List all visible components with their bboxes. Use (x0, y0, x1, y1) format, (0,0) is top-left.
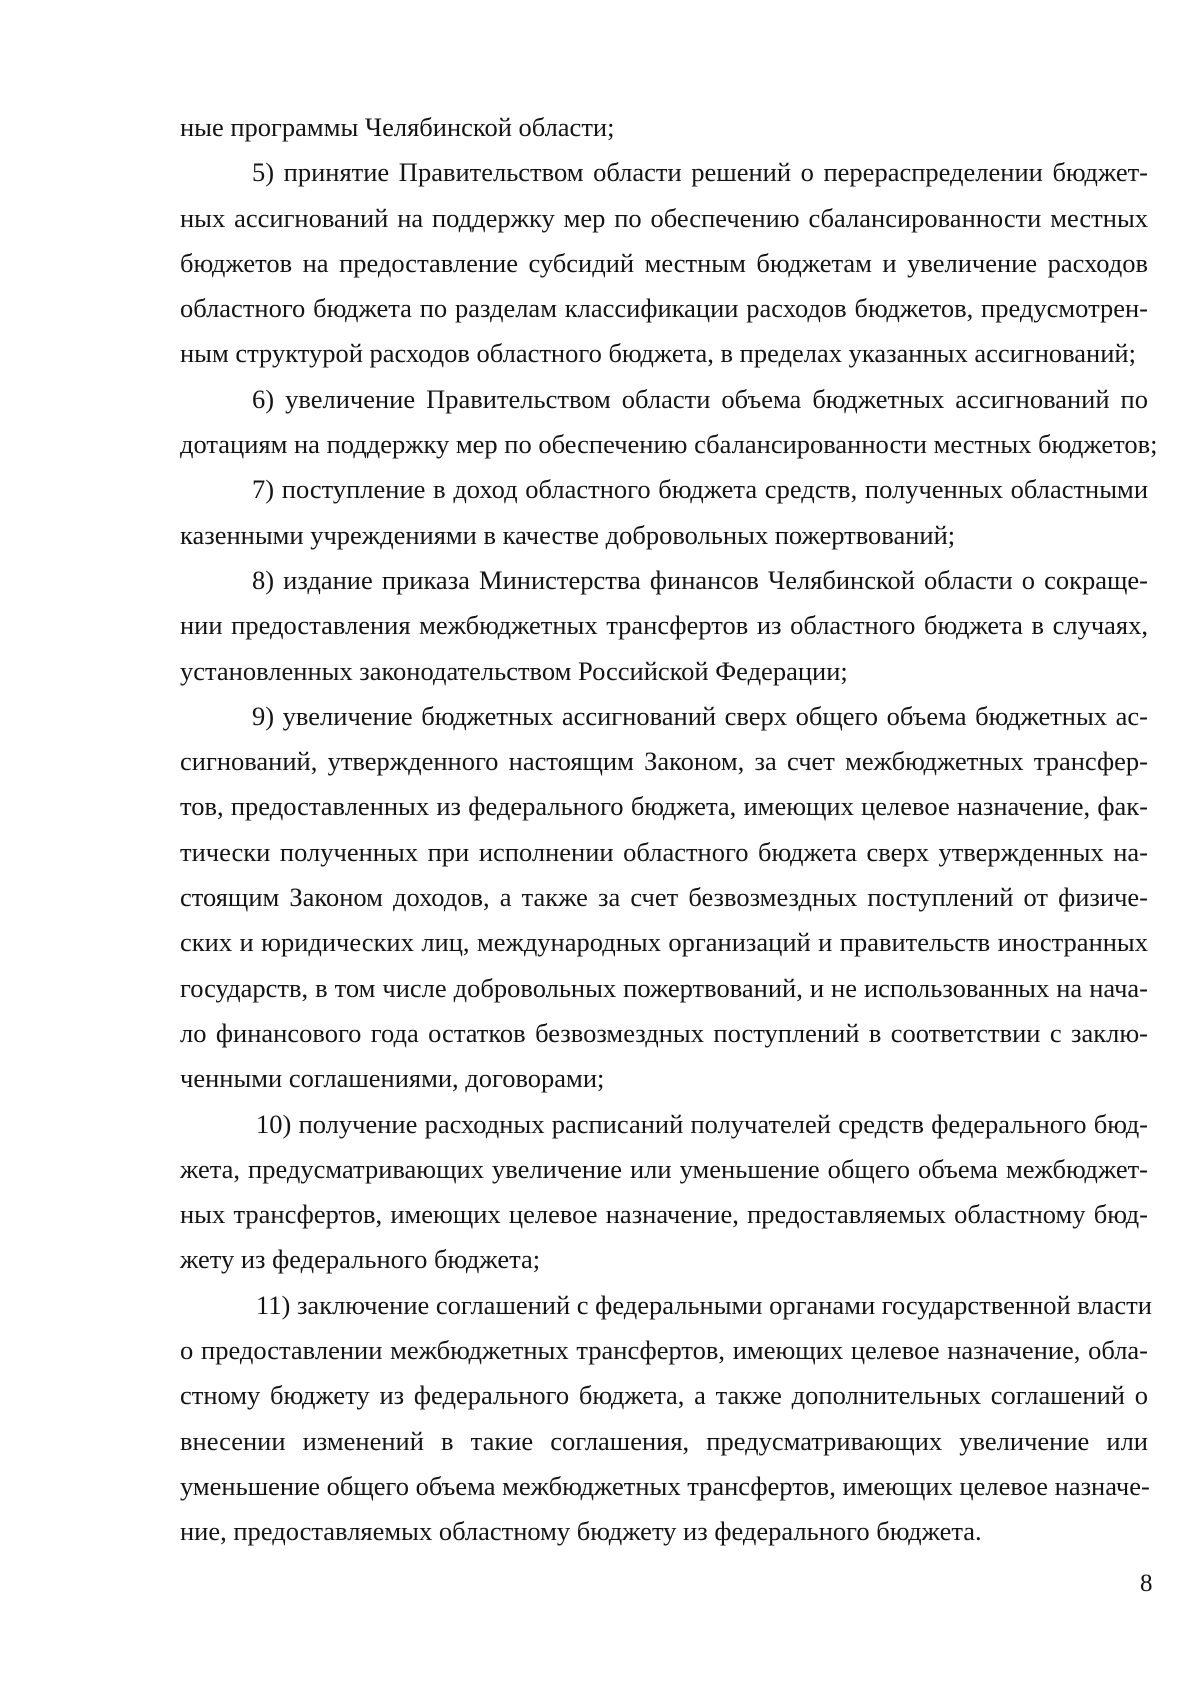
text-line: 7) поступление в доход областного бюджета средств, полученных областными (252, 474, 1148, 505)
text-line: 5) принятие Правительством области решений о перераспределении бюджет- (252, 157, 1148, 188)
text-line: казенными учреждениями в качестве добровольных пожертвований; (180, 519, 956, 550)
text-line: дотациям на поддержку мер по обеспечению сбалансированности местных бюджетов; (180, 429, 1158, 460)
text-line: о предоставлении межбюджетных трансфертов, имеющих целевое назначение, обла- (180, 1335, 1148, 1366)
body-text (180, 105, 1158, 1555)
text-line: ные программы Челябинской области; (180, 112, 615, 142)
text-line: жету из федерального бюджета; (180, 1244, 541, 1275)
text-line: 8) издание приказа Министерства финансов Челябинской области о сокраще- (252, 564, 1148, 595)
text-line: внесении изменений в такие соглашения, предусматривающих увеличение или (180, 1425, 1148, 1456)
text-line: жета, предусматривающих увеличение или уменьшение общего объема межбюджет- (180, 1153, 1148, 1184)
text-line: ных трансфертов, имеющих целевое назначение, предоставляемых областному бюд- (180, 1199, 1148, 1230)
text-line: тически полученных при исполнении областного бюджета сверх утвержденных на- (180, 836, 1148, 867)
text-line: ных ассигнований на поддержку мер по обеспечению сбалансированности местных (180, 202, 1148, 233)
text-line: уменьшение общего объема межбюджетных трансфертов, имеющих целевое назначе- (180, 1470, 1150, 1501)
text-line: ние, предоставляемых областному бюджету из федерального бюджета. (180, 1516, 982, 1547)
text-line: установленных законодательством Российской Федерации; (180, 655, 848, 686)
text-line: ских и юридических лиц, международных организаций и правительств иностранных (180, 927, 1148, 958)
text-line: 9) увеличение бюджетных ассигнований сверх общего объема бюджетных ас- (252, 700, 1148, 731)
text-line: стоящим Законом доходов, а также за счет безвозмездных поступлений от физиче- (180, 882, 1148, 913)
text-line: ченными соглашениями, договорами; (180, 1063, 605, 1094)
page-number: 8 (1140, 1570, 1153, 1597)
text-line: 10) получение расходных расписаний получателей средств федерального бюд- (256, 1108, 1148, 1139)
text-line: тов, предоставленных из федерального бюджета, имеющих целевое назначение, фак- (180, 791, 1148, 822)
text-line: бюджетов на предоставление субсидий местным бюджетам и увеличение расходов (180, 247, 1148, 278)
text-line: государств, в том числе добровольных пожертвований, и не использованных на нача- (180, 972, 1148, 1003)
text-line: ным структурой расходов областного бюджета, в пределах указанных ассигнований; (180, 338, 1136, 369)
text-line: 6) увеличение Правительством области объема бюджетных ассигнований по (252, 383, 1148, 414)
text-line: сигнований, утвержденного настоящим Законом, за счет межбюджетных трансфер- (180, 746, 1148, 777)
text-line: нии предоставления межбюджетных трансфертов из областного бюджета в случаях, (180, 610, 1148, 641)
text-line: областного бюджета по разделам классификации расходов бюджетов, предусмотрен- (180, 293, 1148, 324)
text-line: ло финансового года остатков безвозмездных поступлений в соответствии с заклю- (180, 1017, 1148, 1048)
text-line: стному бюджету из федерального бюджета, а также дополнительных соглашений о (180, 1380, 1148, 1411)
text-line: 11) заключение соглашений с федеральными органами государственной власти (256, 1289, 1152, 1320)
